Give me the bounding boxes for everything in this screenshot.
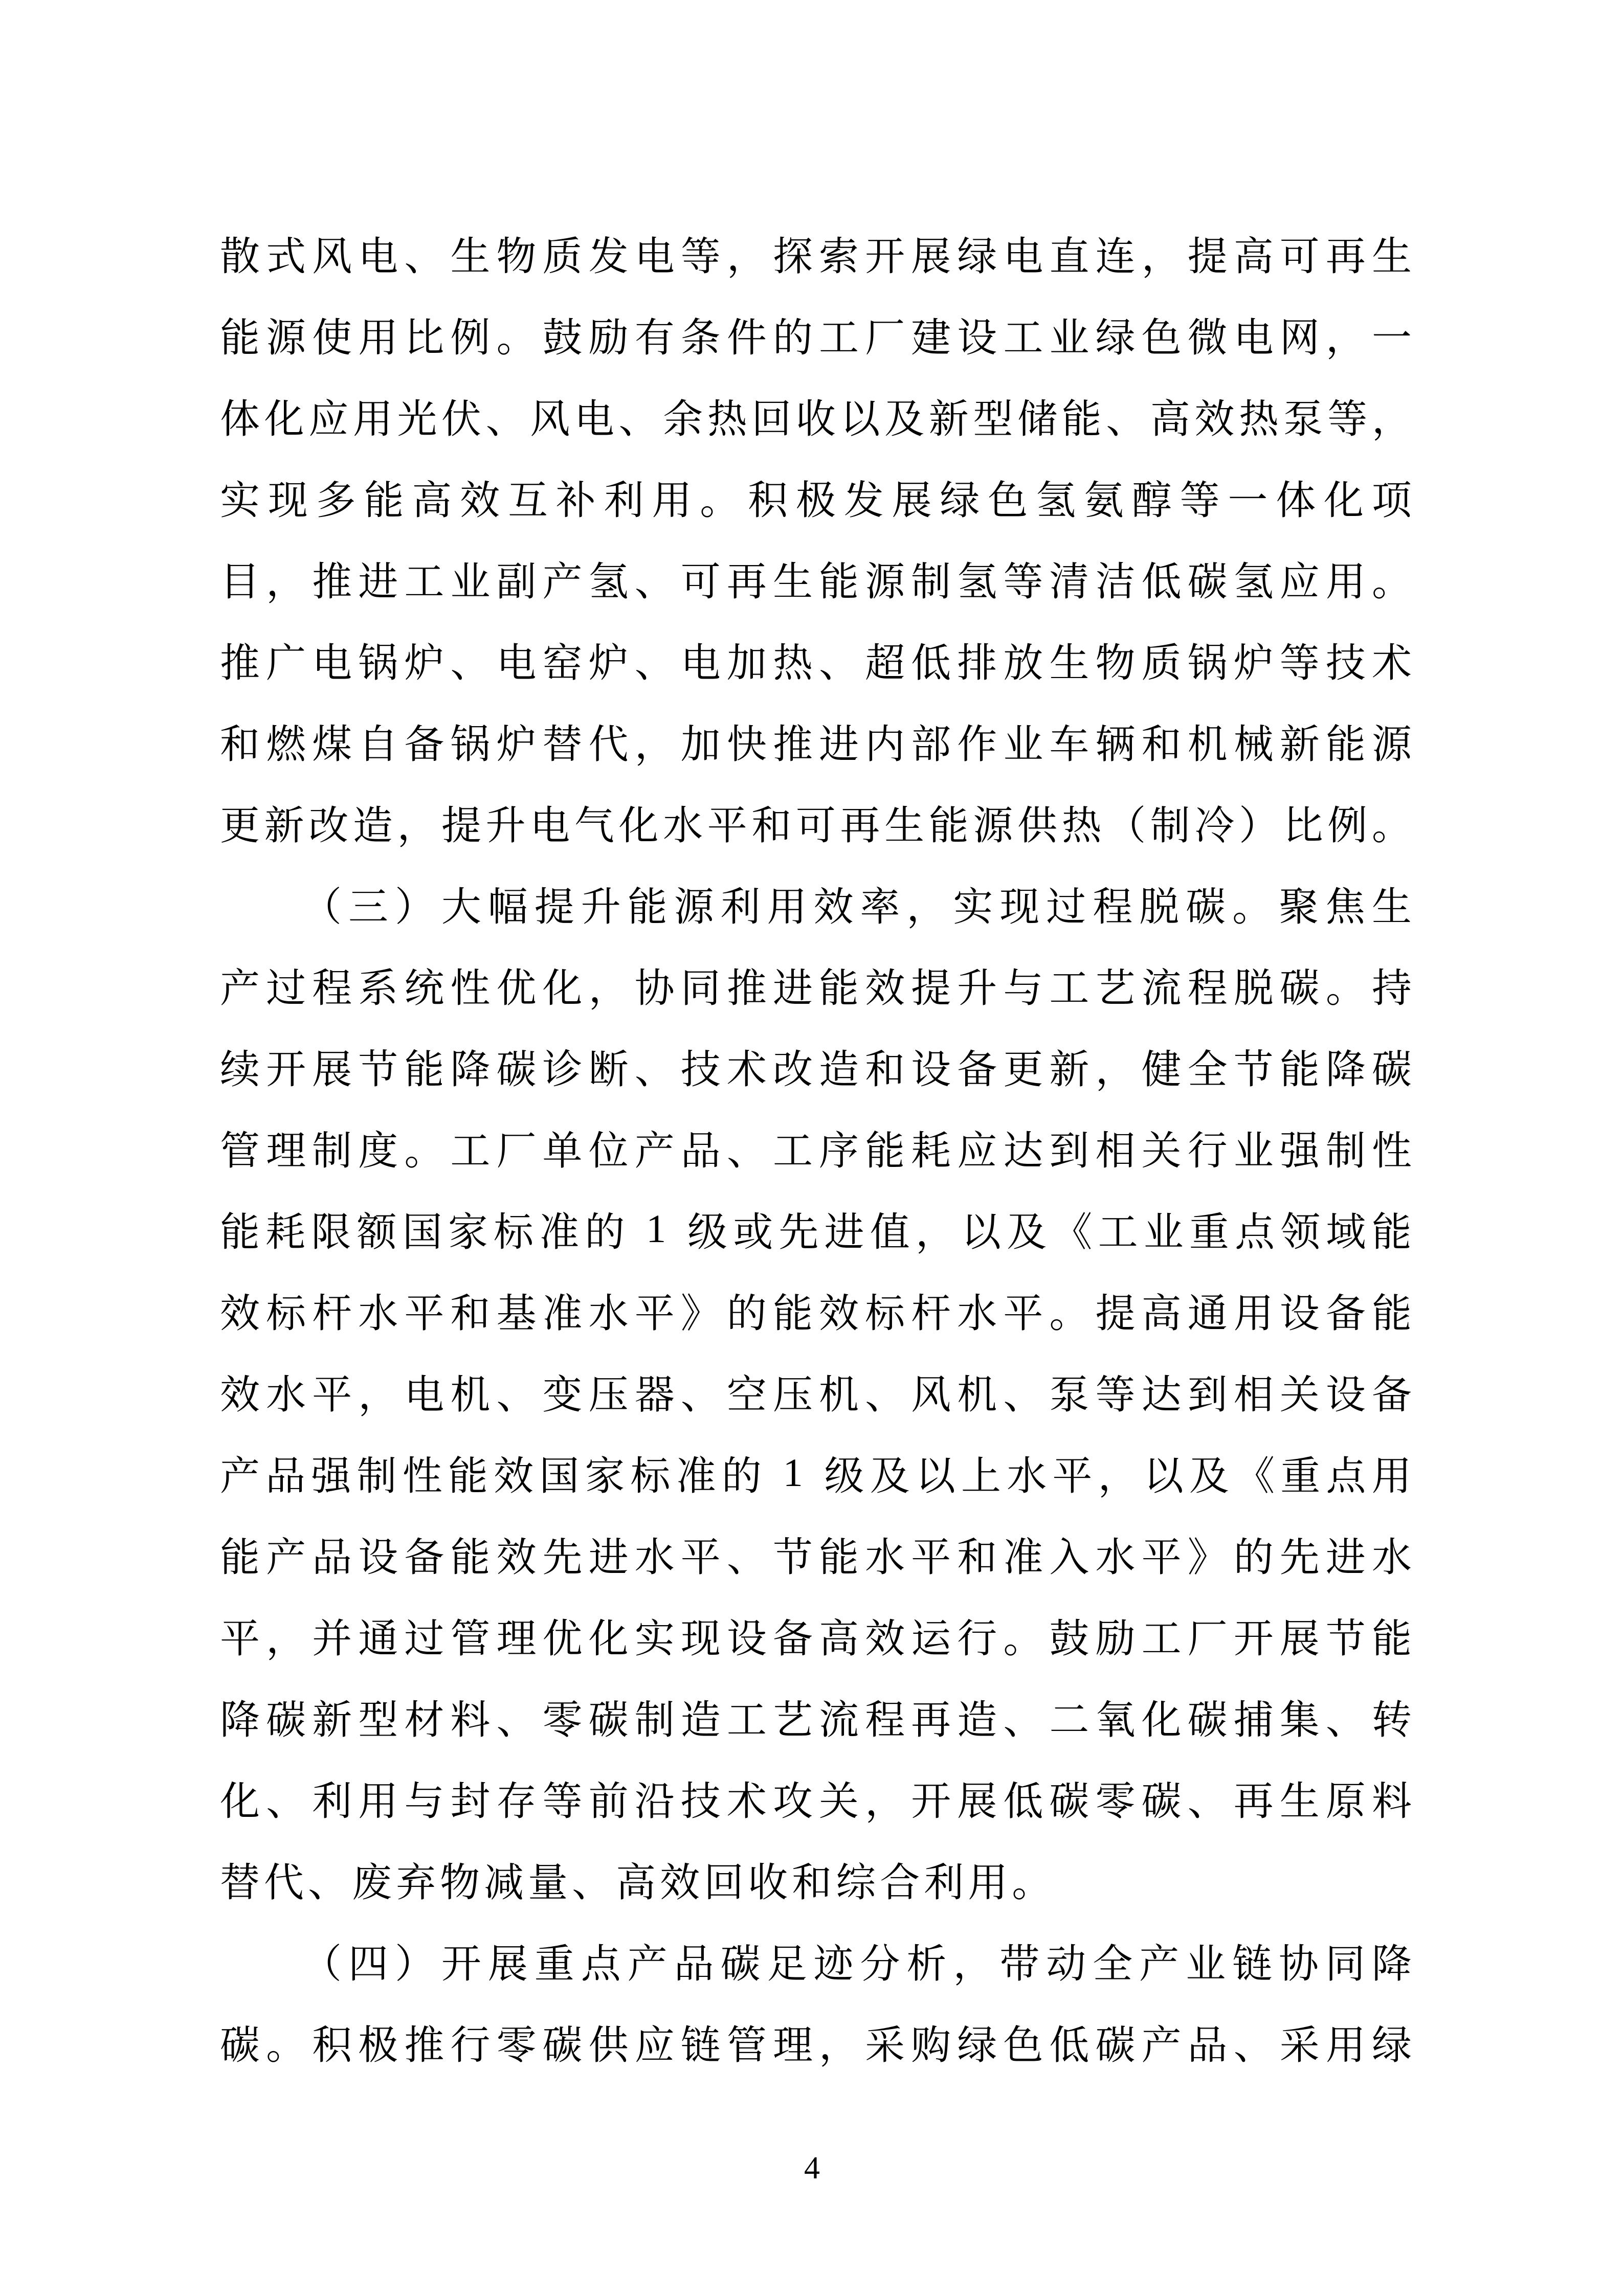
text-line: 推 广 电 锅 炉 、 电 窑 炉 、 电 加 热 、 超 低 排 放 生 物 质 锅 炉 等 技 术 (220, 640, 1412, 685)
text-line: 管 理 制 度 。 工 厂 单 位 产 品 、 工 序 能 耗 应 达 到 相 关 行 业 强 制 性 (220, 1128, 1412, 1173)
text-line: 能 产 品 设 备 能 效 先 进 水 平 、 节 能 水 平 和 准 入 水 平 》 的 先 进 水 (220, 1535, 1412, 1580)
text-line: 体 化 应 用 光 伏 、 风 电 、 余 热 回 收 以 及 新 型 储 能 、 高 效 热 泵 等 ， (220, 396, 1412, 441)
text-line: 更 新 改 造 ， 提 升 电 气 化 水 平 和 可 再 生 能 源 供 热 （ 制 冷 ） 比 例 。 (220, 803, 1412, 848)
paragraph (220, 863, 1412, 1920)
text-line: 能 源 使 用 比 例 。 鼓 励 有 条 件 的 工 厂 建 设 工 业 绿 色 微 电 网 ， 一 (220, 315, 1412, 360)
text-line: 产 过 程 系 统 性 优 化 ， 协 同 推 进 能 效 提 升 与 工 艺 流 程 脱 碳 。 持 (220, 965, 1412, 1010)
text-line: （ 四 ） 开 展 重 点 产 品 碳 足 迹 分 析 ， 带 动 全 产 业 链 协 同 降 (302, 1941, 1412, 1986)
paragraph (220, 1920, 1412, 2082)
text-line: 碳 。 积 极 推 行 零 碳 供 应 链 管 理 ， 采 购 绿 色 低 碳 产 品 、 采 用 绿 (220, 2022, 1412, 2067)
text-line: 降 碳 新 型 材 料 、 零 碳 制 造 工 艺 流 程 再 造 、 二 氧 化 碳 捕 集 、 转 (220, 1697, 1412, 1742)
text-line: 续 开 展 节 能 降 碳 诊 断 、 技 术 改 造 和 设 备 更 新 ， 健 全 节 能 降 碳 (220, 1047, 1412, 1092)
text-line: 能 耗 限 额 国 家 标 准 的 1 级 或 先 进 值 ， 以 及 《 工 业 重 点 领 域 能 (220, 1206, 1412, 1254)
text-line: 化 、 利 用 与 封 存 等 前 沿 技 术 攻 关 ， 开 展 低 碳 零 碳 、 再 生 原 料 (220, 1779, 1412, 1824)
text-line: 散 式 风 电 、 生 物 质 发 电 等 ， 探 索 开 展 绿 电 直 连 ， 提 高 可 再 生 (220, 234, 1412, 279)
text-line: （ 三 ） 大 幅 提 升 能 源 利 用 效 率 ， 实 现 过 程 脱 碳 。 聚 焦 生 (302, 884, 1412, 929)
paragraph (220, 212, 1412, 863)
text-line: 实 现 多 能 高 效 互 补 利 用 。 积 极 发 展 绿 色 氢 氨 醇 等 一 体 化 项 (220, 478, 1412, 523)
document-body (220, 212, 1412, 2082)
page-number: 4 (804, 2151, 820, 2186)
text-line: 平 ， 并 通 过 管 理 优 化 实 现 设 备 高 效 运 行 。 鼓 励 工 厂 开 展 节 能 (220, 1616, 1412, 1661)
text-line: 产 品 强 制 性 能 效 国 家 标 准 的 1 级 及 以 上 水 平 ， 以 及 《 重 点 用 (220, 1450, 1412, 1498)
text-line: 效 水 平 ， 电 机 、 变 压 器 、 空 压 机 、 风 机 、 泵 等 达 到 相 关 设 备 (220, 1372, 1412, 1417)
text-line: 效 标 杆 水 平 和 基 准 水 平 》 的 能 效 标 杆 水 平 。 提 高 通 用 设 备 能 (220, 1291, 1412, 1336)
text-line: 替 代 、 废 弃 物 减 量 、 高 效 回 收 和 综 合 利 用 。 (220, 1860, 1052, 1905)
text-line: 和 燃 煤 自 备 锅 炉 替 代 ， 加 快 推 进 内 部 作 业 车 辆 和 机 械 新 能 源 (220, 722, 1412, 767)
text-line: 目 ， 推 进 工 业 副 产 氢 、 可 再 生 能 源 制 氢 等 清 洁 低 碳 氢 应 用 。 (220, 559, 1412, 604)
